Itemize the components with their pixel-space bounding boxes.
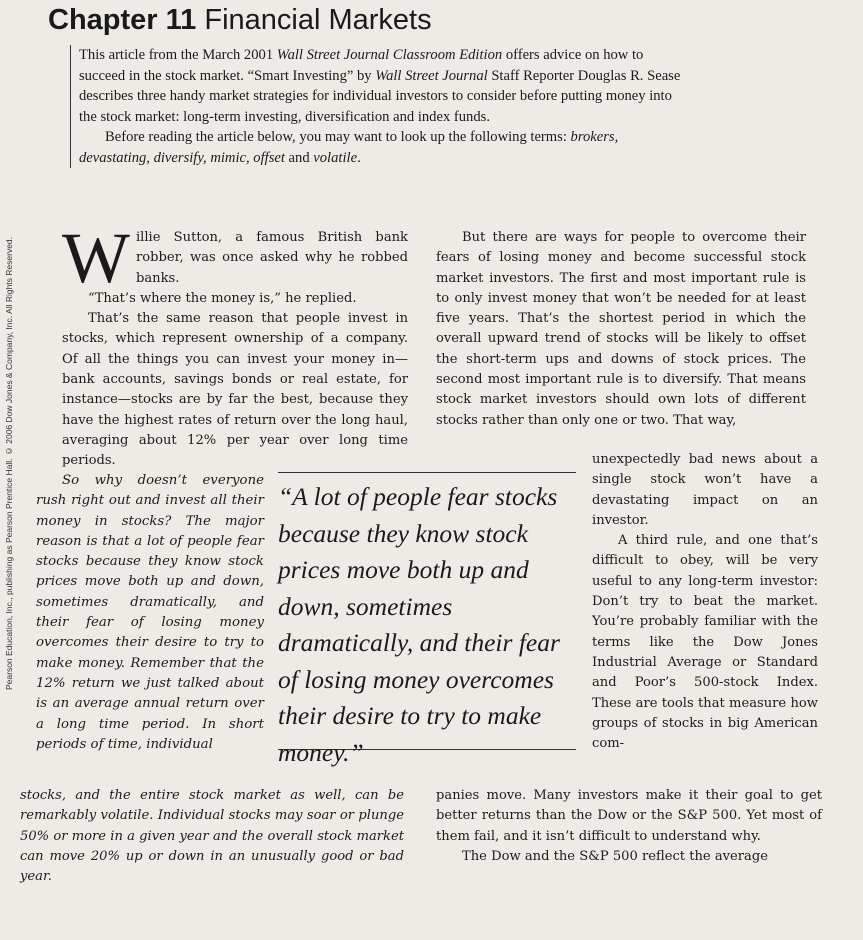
intro-text: Before reading the article below, you may want to look up the following terms: xyxy=(105,129,571,145)
chapter-title: Financial Markets xyxy=(204,4,432,36)
article-paragraph: The Dow and the S&P 500 reflect the average xyxy=(462,848,768,864)
chapter-heading xyxy=(48,4,432,37)
pull-quote: “A lot of people fear stocks because they know stock prices move both up and down, sometimes dramatically, and their fear of losing money overcomes their desire to try to make money.” xyxy=(278,472,576,750)
article-column-left-narrow xyxy=(36,471,264,755)
article-paragraph: “That’s where the money is,” he replied. xyxy=(88,290,357,306)
intro-paragraph-1 xyxy=(79,45,691,127)
copyright-notice: Pearson Education, Inc., publishing as Pearson Prentice Hall. © 2006 Dow Jones & Company, Inc. All Rights Reserved. xyxy=(4,236,14,690)
article-paragraph: A third rule, and one that’s difficult to obey, will be very useful to any long-term investor: Don’t try to beat the market. You’re probably familiar with the terms like the Dow Jones Industrial Average or Standard and Poor’s 500-stock Index. These are tools that measure how groups of stocks in big American com- xyxy=(592,533,818,752)
article-paragraph: illie Sutton, a famous British bank robber, was once asked why he robbed banks. xyxy=(135,230,408,286)
article-paragraph: unexpectedly bad news about a single stock won’t have a devastating impact on an investor. xyxy=(592,452,818,528)
intro-text: Staff Reporter Douglas R. Sease describes three handy market strategies for individual investors to consider before putting money into the stock market: long-term investing, diversification and index funds. xyxy=(79,67,681,125)
article-paragraph: But there are ways for people to overcome their fears of losing money and become successful stock market investors. The first and most important rule is to only invest money that won’t be needed for at least five years. That’s the shortest period in which the overall upward trend of stocks will be likely to offset the short-term ups and downs of stock prices. The second most important rule is to diversify. That means stock market investors should own lots of different stocks rather than only one or two. That way, xyxy=(436,230,806,428)
chapter-label: Chapter 11 xyxy=(48,4,197,36)
article-paragraph: That’s the same reason that people invest in stocks, which represent ownership of a company. Of all the things you can invest your money in—bank accounts, savings bonds or real estate, for instance—stocks are by far the best, because they have the highest rates of return over the long haul, averaging about 12% per year over long time periods. xyxy=(62,311,408,469)
article-column-right-narrow xyxy=(592,450,818,754)
intro-text: and xyxy=(284,149,314,166)
intro-text: offers advice on how to succeed in the stock market. “Smart Investing” by xyxy=(79,47,644,84)
article-column-right-bottom xyxy=(436,786,822,867)
intro-text: This article from the March 2001 xyxy=(79,47,277,63)
article-paragraph: So why doesn’t everyone rush right out and invest all their money in stocks? The major reason is that a lot of people fear stocks because they know stock prices move both up and down, sometimes dramatically, and their fear of losing money overcomes their desire to try to make money. Remember that the 12% return we just talked about is an average annual return over a long time period. In short periods of time, individual xyxy=(36,473,264,752)
intro-text: . xyxy=(357,149,361,166)
vocabulary-term: volatile xyxy=(313,149,358,166)
article-column-left-bottom xyxy=(20,786,404,887)
article-paragraph: panies move. Many investors make it their goal to get better returns than the Dow or the S&P 500. Yet most of them fail, and it isn’t difficult to understand why. xyxy=(436,788,822,844)
article-column-right-top xyxy=(436,228,806,431)
publication-name: Wall Street Journal xyxy=(375,67,488,84)
intro-paragraph-2 xyxy=(79,127,691,168)
article-column-left-top xyxy=(62,218,408,472)
publication-name: Wall Street Journal Classroom Edition xyxy=(276,47,503,63)
article-introduction xyxy=(70,45,691,168)
vocabulary-terms: brokers, devastating, diversify, mimic, offset xyxy=(79,129,619,166)
article-paragraph: stocks, and the entire stock market as well, can be remarkably volatile. Individual stocks may soar or plunge 50% or more in a given year and the overall stock market can move 20% up or down in an unusually good or bad year. xyxy=(20,788,404,885)
drop-cap: W xyxy=(62,218,130,298)
